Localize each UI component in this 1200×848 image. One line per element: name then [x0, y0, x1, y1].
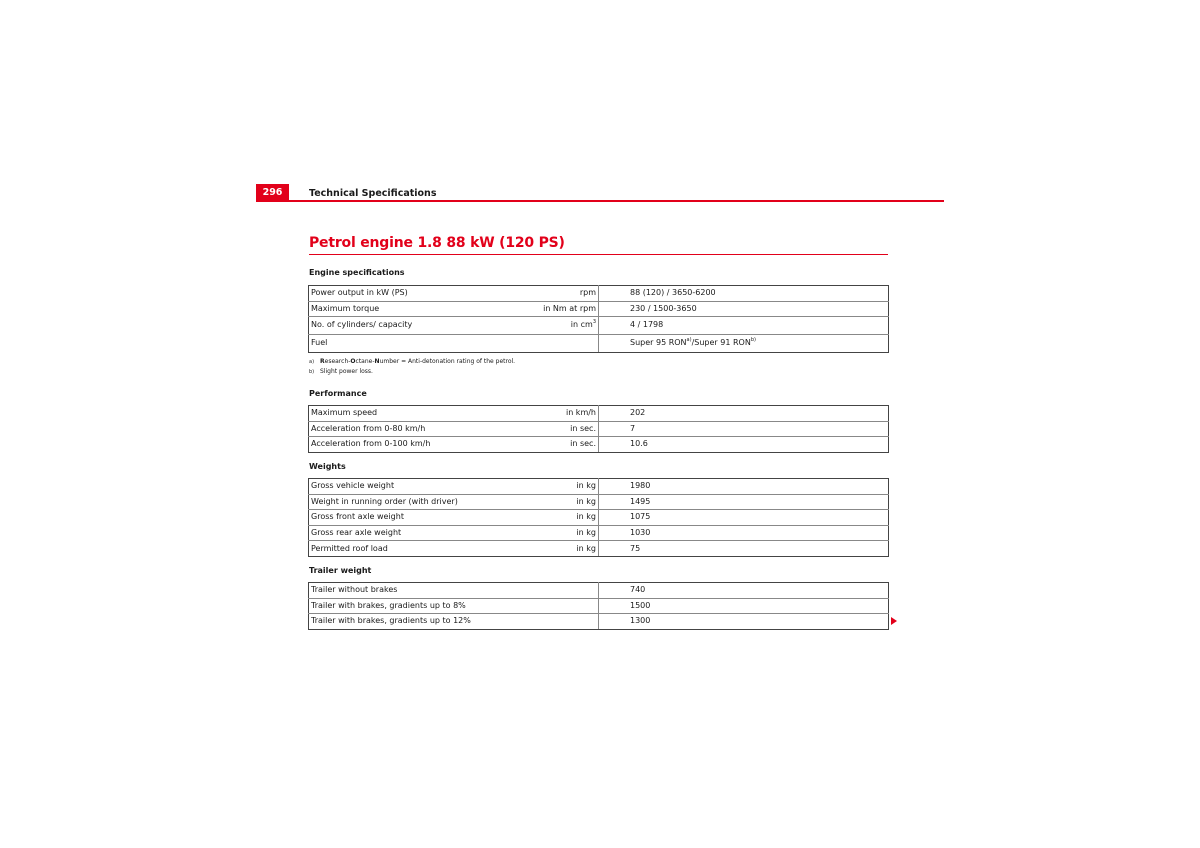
row-unit: in sec.	[521, 421, 599, 437]
table-row	[309, 510, 889, 526]
row-unit: in kg	[521, 494, 599, 510]
row-value: 740	[599, 583, 889, 599]
row-value	[599, 334, 889, 352]
table-row	[309, 525, 889, 541]
row-unit: in km/h	[521, 406, 599, 422]
next-page-arrow-icon	[891, 617, 897, 625]
row-label: Trailer with brakes, gradients up to 8%	[309, 598, 599, 614]
row-label: Fuel	[309, 334, 521, 352]
table-row	[309, 583, 889, 599]
header-rule	[256, 200, 944, 202]
fuel-value-a: Super 95 RON	[630, 338, 687, 348]
unit-superscript: 3	[592, 319, 596, 326]
row-value: 202	[599, 406, 889, 422]
table-row	[309, 541, 889, 557]
title-rule	[309, 254, 888, 255]
row-unit: in sec.	[521, 437, 599, 453]
row-label: Trailer without brakes	[309, 583, 599, 599]
table-row	[309, 301, 889, 317]
row-label: No. of cylinders/ capacity	[309, 317, 521, 335]
row-value: 1300	[599, 614, 889, 630]
footnote-text: Slight power loss.	[320, 368, 373, 375]
row-value: 75	[599, 541, 889, 557]
table-row	[309, 479, 889, 495]
row-unit: in kg	[521, 525, 599, 541]
performance-heading: Performance	[309, 389, 367, 398]
row-label: Maximum speed	[309, 406, 521, 422]
row-unit	[521, 317, 599, 335]
table-row	[309, 494, 889, 510]
row-label: Gross vehicle weight	[309, 479, 521, 495]
footnote-ref-b: b)	[750, 337, 756, 344]
footnote-ref-a: a)	[686, 337, 692, 344]
row-unit	[521, 334, 599, 352]
footnote-mark: a)	[309, 359, 315, 365]
footnote-mark: b)	[309, 369, 315, 375]
page-number: 296	[256, 184, 289, 201]
row-label: Power output in kW (PS)	[309, 286, 521, 302]
weights-heading: Weights	[309, 462, 346, 471]
table-row	[309, 437, 889, 453]
row-unit: in kg	[521, 541, 599, 557]
table-row	[309, 598, 889, 614]
footnotes	[309, 357, 515, 377]
row-unit-text: in cm	[570, 320, 593, 330]
footnote-a	[309, 357, 515, 367]
table-row	[309, 317, 889, 335]
table-row	[309, 614, 889, 630]
performance-table	[308, 405, 889, 453]
row-unit: in Nm at rpm	[521, 301, 599, 317]
row-label: Weight in running order (with driver)	[309, 494, 521, 510]
row-label: Gross rear axle weight	[309, 525, 521, 541]
table-row	[309, 286, 889, 302]
row-value: 230 / 1500-3650	[599, 301, 889, 317]
row-value: 88 (120) / 3650-6200	[599, 286, 889, 302]
trailer-table	[308, 582, 889, 630]
row-unit: rpm	[521, 286, 599, 302]
row-label: Acceleration from 0-100 km/h	[309, 437, 521, 453]
row-value: 1500	[599, 598, 889, 614]
row-value: 4 / 1798	[599, 317, 889, 335]
row-value: 1030	[599, 525, 889, 541]
row-value: 1980	[599, 479, 889, 495]
row-label: Acceleration from 0-80 km/h	[309, 421, 521, 437]
table-row	[309, 406, 889, 422]
fuel-value-b: /Super 91 RON	[691, 338, 751, 348]
row-label: Permitted roof load	[309, 541, 521, 557]
row-value: 10.6	[599, 437, 889, 453]
row-label: Trailer with brakes, gradients up to 12%	[309, 614, 599, 630]
header-section-title: Technical Specifications	[309, 188, 437, 199]
row-unit: in kg	[521, 510, 599, 526]
table-row	[309, 334, 889, 352]
engine-heading: Engine specifications	[309, 268, 405, 277]
footnote-b	[309, 367, 515, 377]
row-label: Gross front axle weight	[309, 510, 521, 526]
trailer-heading: Trailer weight	[309, 566, 372, 575]
row-value: 1075	[599, 510, 889, 526]
weights-table	[308, 478, 889, 557]
row-label: Maximum torque	[309, 301, 521, 317]
footnote-text: Research-Octane-Number = Anti-detonation rating of the petrol.	[320, 358, 516, 365]
engine-table	[308, 285, 889, 353]
row-value: 1495	[599, 494, 889, 510]
row-unit: in kg	[521, 479, 599, 495]
row-value: 7	[599, 421, 889, 437]
page-header	[256, 184, 944, 202]
page-title: Petrol engine 1.8 88 kW (120 PS)	[309, 235, 565, 251]
table-row	[309, 421, 889, 437]
